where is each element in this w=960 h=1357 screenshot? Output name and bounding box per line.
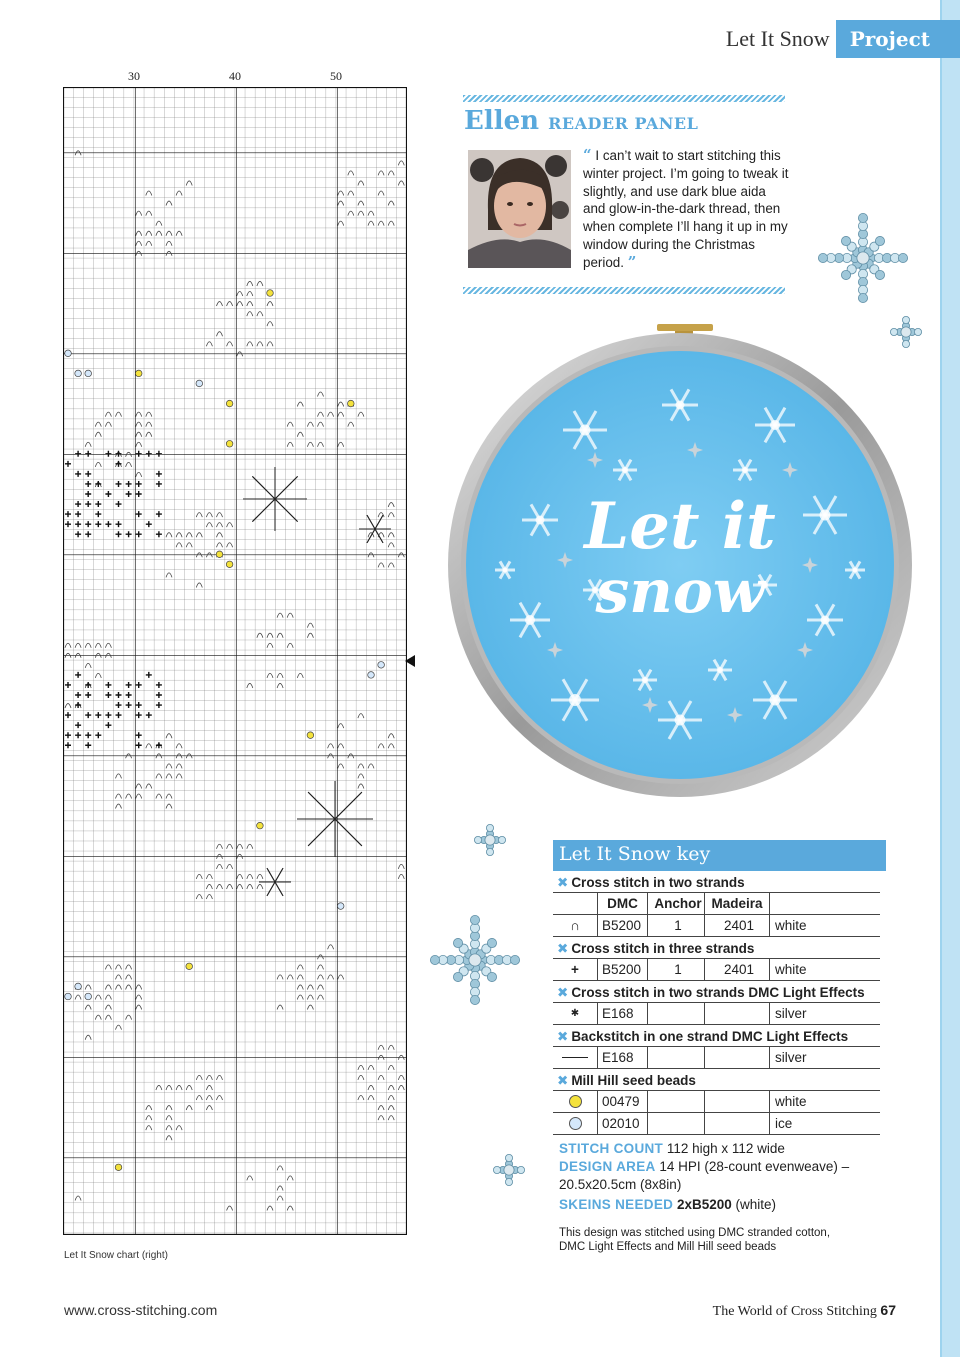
key-category: ✖ Mill Hill seed beads	[553, 1069, 880, 1091]
skeins-label: SKEINS NEEDED	[559, 1197, 674, 1212]
design-area-value: 14 HPI (28-count evenweave) – 20.5x20.5cm (8x8in)	[559, 1159, 850, 1192]
col-dmc: DMC	[598, 893, 648, 914]
reader-quote-text: I can’t wait to start stitching this winter project. I’m going to tweak it slightly, and use dark blue aida and glow-in-the-dark thread, then when complete I’ll hang it up in my window during the Christmas period.	[583, 148, 789, 270]
beaded-snowflake-small-icon	[470, 820, 510, 865]
beaded-snowflake-large-icon	[810, 205, 916, 316]
footer-url[interactable]: www.cross-stitching.com	[64, 1302, 218, 1318]
cross-icon: ✖	[557, 1073, 569, 1088]
col-anchor: Anchor	[648, 893, 705, 914]
page-header	[726, 20, 960, 58]
reader-portrait	[468, 150, 571, 268]
design-area-label: DESIGN AREA	[559, 1159, 656, 1174]
panel-rule-bottom	[463, 287, 785, 294]
key-title: Let It Snow key	[553, 840, 886, 871]
beaded-snowflake-large-icon	[420, 905, 530, 1020]
page-number: 67	[880, 1302, 896, 1318]
key-symbol: ✱	[553, 1003, 598, 1024]
bead-yellow-icon	[553, 1091, 598, 1112]
panel-rule-top	[463, 95, 785, 102]
key-header-row	[553, 893, 880, 915]
page-edge-stripe	[940, 0, 960, 1357]
chart-column-number-50: 50	[330, 69, 342, 83]
reader-name: Ellen	[464, 106, 540, 136]
reader-quote	[583, 147, 789, 272]
reader-panel-title	[464, 106, 698, 136]
key-row: + B5200 1 2401 white	[553, 959, 880, 981]
key-category: ✖ Cross stitch in two strands	[553, 871, 880, 893]
design-note: This design was stitched using DMC stranded cotton, DMC Light Effects and Mill Hill seed beads	[559, 1227, 831, 1253]
bead-ice-icon	[553, 1113, 598, 1134]
key-row: 02010 ice	[553, 1113, 880, 1135]
stitch-count-label: STITCH COUNT	[559, 1141, 664, 1156]
cross-icon: ✖	[557, 985, 569, 1000]
chart-column-number-40: 40	[229, 69, 241, 83]
close-quote-mark: ”	[627, 252, 637, 271]
hoop-text-line2: snow	[595, 557, 765, 627]
stitch-count-value: 112 high x 112 wide	[666, 1141, 785, 1156]
section-tag: Project	[836, 20, 960, 58]
chart-grid	[63, 87, 407, 1235]
key-symbol: +	[553, 959, 598, 980]
beaded-snowflake-small-icon	[886, 312, 926, 357]
footer-magazine: The World of Cross Stitching 67	[712, 1302, 896, 1319]
key-category: ✖ Cross stitch in two strands DMC Light Effects	[553, 981, 880, 1003]
project-info	[559, 1140, 859, 1254]
cross-icon: ✖	[557, 875, 569, 890]
beaded-snowflake-small-icon	[489, 1150, 529, 1195]
backstitch-line-icon	[553, 1047, 598, 1068]
reader-panel-label: READER PANEL	[548, 114, 699, 133]
key-category: ✖ Backstitch in one strand DMC Light Effects	[553, 1025, 880, 1047]
stitch-key	[553, 840, 886, 1135]
chart-column-number-30: 30	[128, 69, 140, 83]
chart-caption: Let It Snow chart (right)	[64, 1250, 168, 1261]
section-title: Let It Snow	[725, 26, 830, 51]
key-row: 00479 white	[553, 1091, 880, 1113]
key-row: ✱ E168 silver	[553, 1003, 880, 1025]
key-row: E168 silver	[553, 1047, 880, 1069]
hoop-text-line1: Let it	[584, 489, 776, 564]
cross-icon: ✖	[557, 1029, 569, 1044]
embroidery-hoop-photo	[445, 320, 915, 810]
cross-stitch-chart	[63, 87, 407, 1235]
chart-centre-arrow	[405, 655, 415, 667]
skeins-bold: 2xB5200	[676, 1197, 732, 1212]
open-quote-mark: “	[583, 146, 592, 164]
cross-icon: ✖	[557, 941, 569, 956]
key-category: ✖ Cross stitch in three strands	[553, 937, 880, 959]
key-symbol: ∩	[553, 915, 598, 936]
skeins-value: (white)	[735, 1197, 777, 1212]
col-madeira: Madeira	[705, 893, 770, 914]
key-row: ∩ B5200 1 2401 white	[553, 915, 880, 937]
